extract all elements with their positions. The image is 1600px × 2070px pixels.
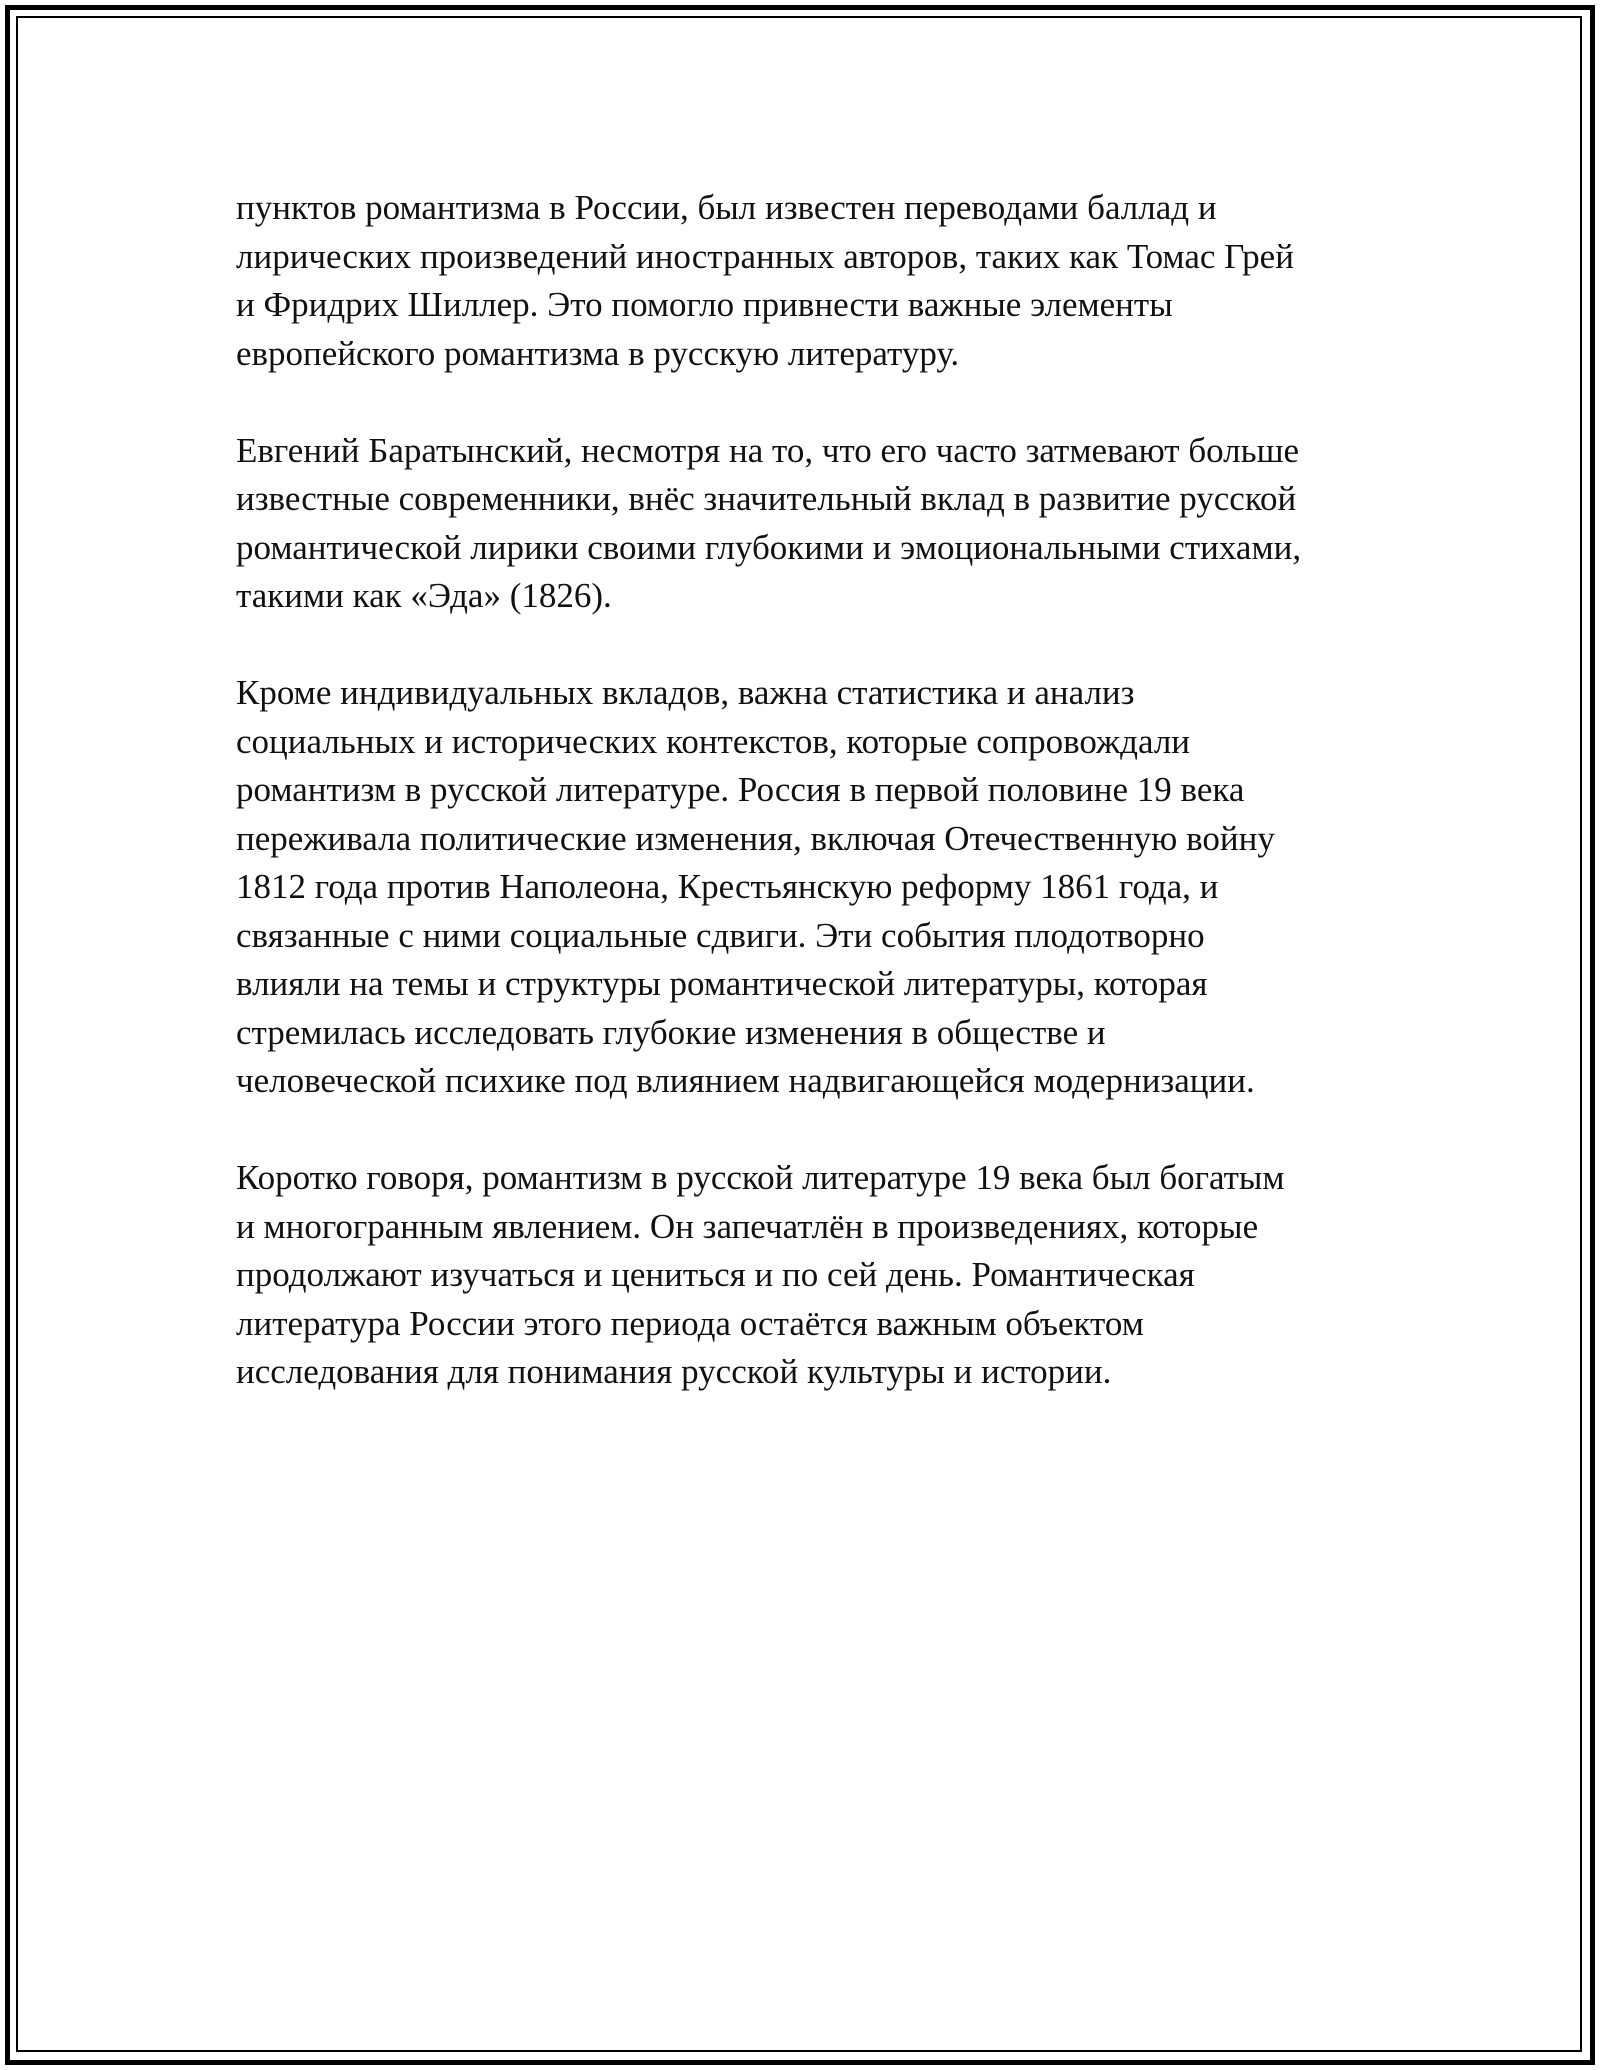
paragraph-4 — [236, 1154, 1366, 1397]
text-line: связанные с ними социальные сдвиги. Эти события плодотворно — [236, 915, 1205, 955]
text-line: лирических произведений иностранных авторов, таких как Томас Грей — [236, 236, 1294, 276]
text-line: Евгений Баратынский, несмотря на то, что его часто затмевают больше — [236, 430, 1300, 470]
text-line: влияли на темы и структуры романтической литературы, которая — [236, 964, 1208, 1003]
text-line: исследования для понимания русской культуры и истории. — [236, 1352, 1112, 1391]
text-line: европейского романтизма в русскую литературу. — [236, 333, 960, 373]
text-line: Коротко говоря, романтизм в русской литературе 19 века был богатым — [236, 1158, 1285, 1197]
text-line: 1812 года против Наполеона, Крестьянскую реформу 1861 года, и — [236, 867, 1219, 906]
text-line: человеческой психике под влиянием надвигающейся модернизации. — [236, 1061, 1255, 1100]
document-body — [236, 184, 1366, 1445]
text-line: Кроме индивидуальных вкладов, важна статистика и анализ — [236, 673, 1135, 712]
text-line: литература России этого периода остаётся важным объектом — [236, 1303, 1144, 1343]
text-line: романтизм в русской литературе. Россия в первой половине 19 века — [236, 770, 1245, 809]
paragraph-1 — [236, 184, 1366, 378]
text-line: продолжают изучаться и цениться и по сей день. Романтическая — [236, 1255, 1195, 1294]
text-line: такими как «Эда» (1826). — [236, 576, 612, 615]
text-line: романтической лирики своими глубокими и эмоциональными стихами, — [236, 527, 1302, 567]
text-line: и Фридрих Шиллер. Это помогло привнести важные элементы — [236, 285, 1173, 324]
text-line: стремилась исследовать глубокие изменения в обществе и — [236, 1012, 1106, 1052]
text-line: известные современники, внёс значительный вклад в развитие русской — [236, 479, 1297, 518]
text-line: социальных и исторических контекстов, которые сопровождали — [236, 721, 1191, 761]
text-line: пунктов романтизма в России, был известен переводами баллад и — [236, 188, 1217, 227]
text-line: переживала политические изменения, включая Отечественную войну — [236, 818, 1275, 858]
text-line: и многогранным явлением. Он запечатлён в произведениях, которые — [236, 1206, 1259, 1246]
paragraph-2 — [236, 427, 1366, 621]
paragraph-3 — [236, 669, 1366, 1106]
